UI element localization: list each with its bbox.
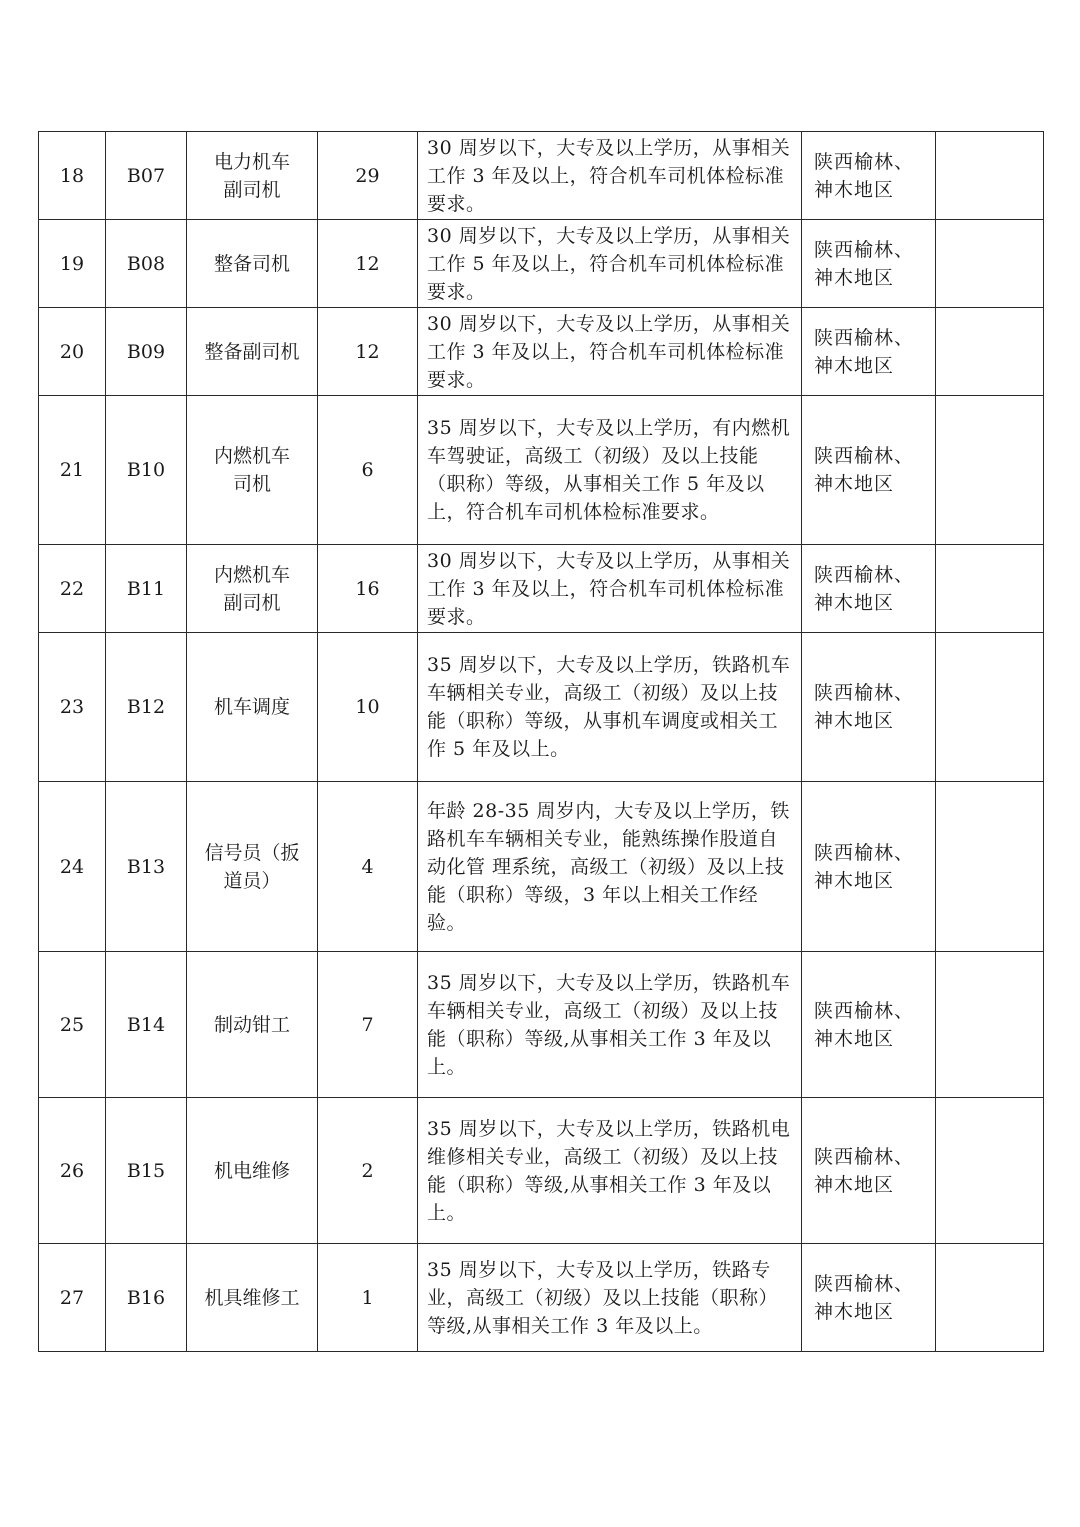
work-location-cell: [802, 633, 936, 782]
position-name: 整备副司机: [204, 340, 300, 363]
position-name-cell: [187, 1098, 318, 1244]
table-row: [39, 782, 1044, 952]
remarks-cell: [936, 782, 1044, 952]
requirements-cell: [418, 396, 802, 545]
position-code: B07: [126, 164, 166, 187]
work-location-cell: [802, 1244, 936, 1352]
row-number: 27: [59, 1286, 85, 1309]
remarks-cell: [936, 132, 1044, 220]
position-name: 信号员（扳道员）: [204, 841, 300, 892]
position-name: 制动钳工: [213, 1013, 290, 1036]
position-code-cell: [106, 633, 187, 782]
position-code-cell: [106, 545, 187, 633]
remarks-cell: [936, 220, 1044, 308]
headcount-cell: [318, 132, 418, 220]
headcount-cell: [318, 396, 418, 545]
row-number-cell: [39, 782, 106, 952]
requirements-cell: [418, 1244, 802, 1352]
position-code: B09: [126, 340, 166, 363]
position-name: 内燃机车 司机: [213, 445, 290, 495]
work-location-cell: [802, 1098, 936, 1244]
requirements-cell: [418, 220, 802, 308]
position-name-cell: [187, 633, 318, 782]
work-location-cell: [802, 396, 936, 545]
position-name-cell: [187, 308, 318, 396]
table-row: [39, 545, 1044, 633]
requirements: 35 周岁以下，大专及以上学历，铁路机车车辆相关专业，高级工（初级）及以上技能（职称）等级，从事机车调度或相关工作 5 年及以上。: [427, 654, 791, 760]
requirements: 30 周岁以下，大专及以上学历，从事相关工作 3 年及以上，符合机车司机体检标准要求。: [427, 549, 791, 628]
work-location: 陕西榆林、 神木地区: [814, 1145, 915, 1196]
work-location-cell: [802, 545, 936, 633]
requirements: 35 周岁以下，大专及以上学历，铁路机电维修相关专业，高级工（初级）及以上技能（职称）等级,从事相关工作 3 年及以上。: [427, 1117, 791, 1224]
remarks-cell: [936, 1098, 1044, 1244]
work-location: 陕西榆林、 神木地区: [814, 682, 915, 732]
row-number: 23: [59, 696, 85, 718]
remarks-cell: [936, 1244, 1044, 1352]
headcount: 16: [355, 577, 380, 600]
position-name: 机电维修: [213, 1159, 290, 1182]
headcount-cell: [318, 1098, 418, 1244]
remarks-cell: [936, 545, 1044, 633]
row-number: 25: [59, 1013, 85, 1036]
row-number-cell: [39, 633, 106, 782]
requirements-cell: [418, 545, 802, 633]
row-number: 18: [59, 164, 85, 187]
row-number-cell: [39, 396, 106, 545]
headcount-cell: [318, 633, 418, 782]
table-row: [39, 132, 1044, 220]
position-name-cell: [187, 220, 318, 308]
headcount: 10: [355, 696, 380, 718]
work-location: 陕西榆林、 神木地区: [814, 999, 915, 1050]
requirements: 35 周岁以下，大专及以上学历，铁路机车车辆相关专业，高级工（初级）及以上技能（职称）等级,从事相关工作 3 年及以上。: [427, 971, 791, 1078]
table-row: [39, 220, 1044, 308]
remarks-cell: [936, 308, 1044, 396]
work-location: 陕西榆林、 神木地区: [814, 563, 915, 614]
requirements-cell: [418, 132, 802, 220]
headcount: 12: [355, 252, 380, 275]
position-name: 电力机车 副司机: [213, 150, 290, 201]
position-code-cell: [106, 782, 187, 952]
headcount-cell: [318, 308, 418, 396]
headcount-cell: [318, 1244, 418, 1352]
position-code: B14: [126, 1013, 166, 1036]
work-location: 陕西榆林、 神木地区: [814, 150, 915, 201]
requirements-cell: [418, 952, 802, 1098]
headcount: 6: [361, 459, 374, 481]
position-code: B12: [126, 696, 166, 718]
row-number: 20: [59, 340, 85, 363]
headcount: 1: [361, 1286, 374, 1309]
headcount: 29: [355, 164, 380, 187]
row-number-cell: [39, 1098, 106, 1244]
work-location: 陕西榆林、 神木地区: [814, 326, 915, 377]
position-name: 机具维修工: [204, 1286, 300, 1309]
headcount-cell: [318, 782, 418, 952]
requirements: 30 周岁以下，大专及以上学历，从事相关工作 5 年及以上，符合机车司机体检标准要求。: [427, 224, 791, 303]
position-name: 机车调度: [213, 696, 290, 718]
row-number-cell: [39, 952, 106, 1098]
headcount: 12: [355, 340, 380, 363]
requirements: 年龄 28-35 周岁内，大专及以上学历，铁路机车车辆相关专业，能熟练操作股道自动化管 理系统，高级工（初级）及以上技能（职称）等级，3 年以上相关工作经验。: [427, 799, 790, 934]
row-number: 21: [59, 459, 85, 481]
headcount-cell: [318, 220, 418, 308]
headcount: 7: [361, 1013, 374, 1036]
requirements-cell: [418, 633, 802, 782]
position-code: B08: [126, 252, 166, 275]
position-code: B13: [126, 855, 166, 878]
table-row: [39, 633, 1044, 782]
table-row: [39, 1244, 1044, 1352]
work-location-cell: [802, 952, 936, 1098]
position-code-cell: [106, 952, 187, 1098]
row-number: 22: [59, 577, 85, 600]
table-row: [39, 308, 1044, 396]
row-number: 26: [59, 1159, 85, 1182]
position-code-cell: [106, 308, 187, 396]
row-number-cell: [39, 308, 106, 396]
table-body: [39, 132, 1044, 1352]
requirements: 30 周岁以下，大专及以上学历，从事相关工作 3 年及以上，符合机车司机体检标准要求。: [427, 136, 791, 215]
position-code-cell: [106, 220, 187, 308]
requirements: 35 周岁以下，大专及以上学历，有内燃机车驾驶证，高级工（初级）及以上技能（职称）等级，从事相关工作 5 年及以上，符合机车司机体检标准要求。: [427, 417, 791, 523]
headcount-cell: [318, 952, 418, 1098]
requirements: 35 周岁以下，大专及以上学历，铁路专业，高级工（初级）及以上技能（职称）等级,从事相关工作 3 年及以上。: [427, 1258, 779, 1337]
position-code: B15: [126, 1159, 166, 1182]
work-location: 陕西榆林、 神木地区: [814, 1272, 915, 1323]
work-location: 陕西榆林、 神木地区: [814, 841, 915, 892]
remarks-cell: [936, 952, 1044, 1098]
position-code: B16: [126, 1286, 166, 1309]
table-row: [39, 952, 1044, 1098]
row-number-cell: [39, 220, 106, 308]
work-location: 陕西榆林、 神木地区: [814, 238, 915, 289]
headcount: 2: [361, 1159, 374, 1182]
requirements-cell: [418, 308, 802, 396]
position-name-cell: [187, 396, 318, 545]
row-number-cell: [39, 545, 106, 633]
requirements: 30 周岁以下，大专及以上学历，从事相关工作 3 年及以上，符合机车司机体检标准要求。: [427, 312, 791, 391]
position-name-cell: [187, 132, 318, 220]
position-name: 整备司机: [213, 252, 290, 275]
table-row: [39, 396, 1044, 545]
position-code-cell: [106, 1098, 187, 1244]
table-row: [39, 1098, 1044, 1244]
work-location-cell: [802, 132, 936, 220]
work-location: 陕西榆林、 神木地区: [814, 445, 915, 495]
work-location-cell: [802, 220, 936, 308]
position-name-cell: [187, 952, 318, 1098]
position-code-cell: [106, 396, 187, 545]
position-name-cell: [187, 1244, 318, 1352]
work-location-cell: [802, 782, 936, 952]
row-number: 24: [59, 855, 85, 878]
position-name: 内燃机车 副司机: [213, 563, 290, 614]
position-code: B11: [126, 577, 166, 600]
position-name-cell: [187, 782, 318, 952]
headcount: 4: [361, 855, 374, 878]
headcount-cell: [318, 545, 418, 633]
row-number-cell: [39, 1244, 106, 1352]
requirements-cell: [418, 782, 802, 952]
position-code-cell: [106, 1244, 187, 1352]
position-code-cell: [106, 132, 187, 220]
row-number-cell: [39, 132, 106, 220]
row-number: 19: [59, 252, 85, 275]
work-location-cell: [802, 308, 936, 396]
position-code: B10: [126, 459, 166, 481]
remarks-cell: [936, 396, 1044, 545]
recruitment-table: [38, 131, 1044, 1352]
remarks-cell: [936, 633, 1044, 782]
requirements-cell: [418, 1098, 802, 1244]
position-name-cell: [187, 545, 318, 633]
